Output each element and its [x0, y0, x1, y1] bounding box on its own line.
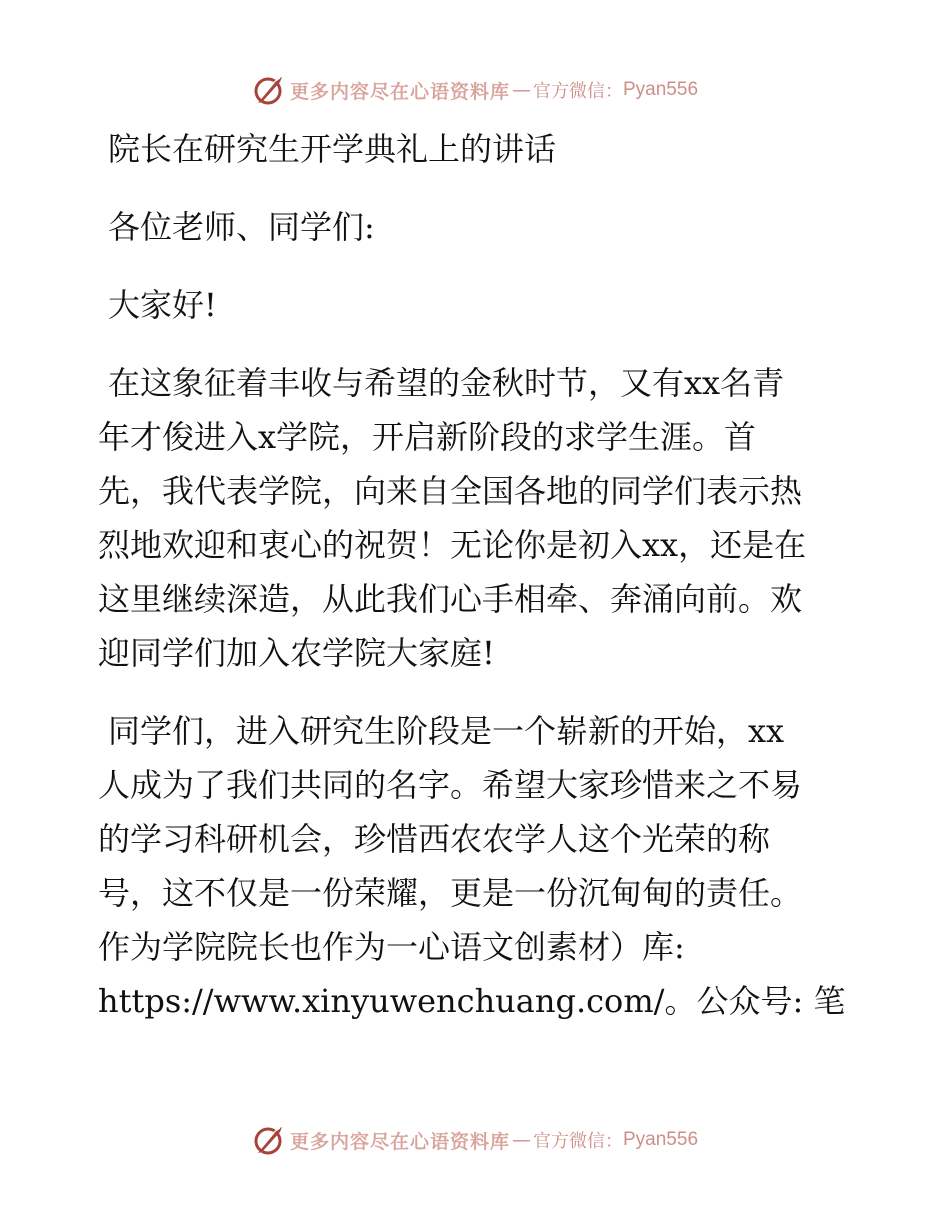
quill-logo-icon: [252, 73, 286, 107]
paragraph-line: 年才俊进入x学院，开启新阶段的求学生涯。首: [98, 418, 757, 456]
paragraph-line: 先，我代表学院，向来自全国各地的同学们表示热: [98, 472, 803, 510]
paragraph-line-url: https://www.xinyuwenchuang.com/。公众号: 笔: [98, 982, 846, 1020]
paragraph-line: 在这象征着丰收与希望的金秋时节，又有xx名青: [108, 364, 785, 402]
paragraph-line: 作为学院院长也作为一心语文创素材）库:: [98, 928, 685, 966]
paragraph-line: 的学习科研机会，珍惜西农农学人这个光荣的称: [98, 820, 771, 858]
banner-official-label: 官方微信：: [533, 1131, 623, 1152]
footer-watermark-banner: [0, 1120, 950, 1160]
paragraph-line: 人成为了我们共同的名字。希望大家珍惜来之不易: [98, 766, 803, 804]
banner-wechat-id: Pyan556: [623, 79, 699, 100]
banner-official-label: 官方微信：: [533, 81, 623, 102]
banner-dash: —: [512, 1129, 531, 1151]
paragraph-line: 这里继续深造，从此我们心手相牵、奔涌向前。欢: [98, 580, 803, 618]
banner-dash: —: [512, 79, 531, 101]
salutation: 各位老师、同学们:: [108, 208, 375, 246]
quill-logo-icon: [252, 1123, 286, 1157]
paragraph-line: 号，这不仅是一份荣耀，更是一份沉甸甸的责任。: [98, 874, 803, 912]
paragraph-line: 迎同学们加入农学院大家庭!: [98, 634, 495, 672]
paragraph-1: [98, 356, 858, 680]
banner-wechat-id: Pyan556: [623, 1129, 699, 1150]
banner-brand-text: 更多内容尽在心语资料库: [289, 1130, 510, 1153]
paragraph-line: 同学们，进入研究生阶段是一个崭新的开始，xx: [108, 712, 785, 750]
greeting: 大家好!: [108, 286, 217, 324]
paragraph-2: [98, 704, 858, 1028]
banner-brand-text: 更多内容尽在心语资料库: [289, 80, 510, 103]
paragraph-line: 烈地欢迎和衷心的祝贺！无论你是初入xx，还是在: [98, 526, 807, 564]
document-body: [98, 122, 858, 1028]
document-title: 院长在研究生开学典礼上的讲话: [108, 130, 557, 168]
header-watermark-banner: [0, 70, 950, 110]
